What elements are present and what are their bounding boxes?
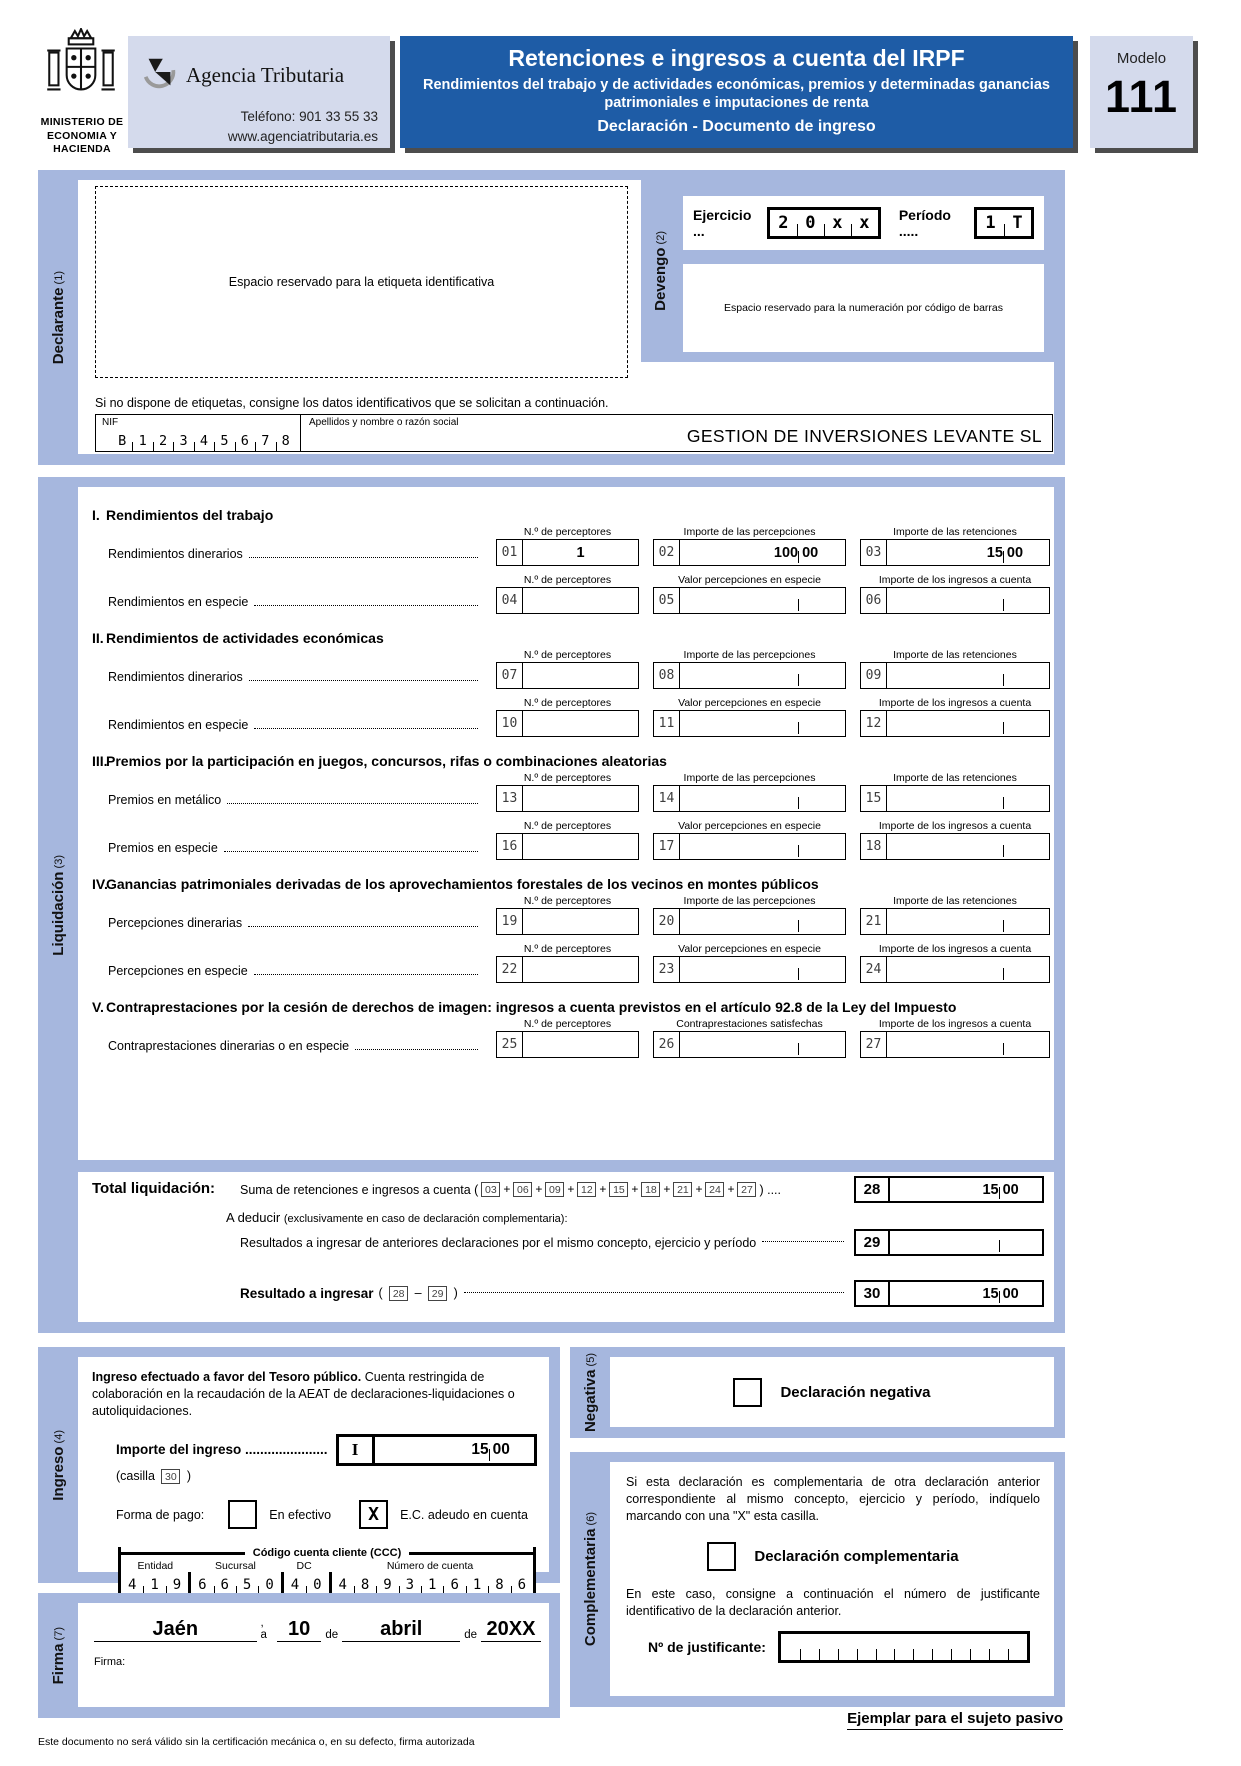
ref-box-29: 29 (428, 1286, 447, 1301)
digit-cell (876, 1634, 895, 1660)
digit-cell: 0 (258, 1572, 280, 1598)
tesoro-note: Ingreso efectuado a favor del Tesoro público. Cuenta restringida de colaboración en la recaudación de la AEAT de declaraciones-liquidaciones o autoliquidaciones. (92, 1370, 515, 1418)
box-value (890, 1231, 1042, 1254)
digit-cell: 6 (235, 430, 255, 451)
digit-cell (951, 1634, 970, 1660)
efectivo-checkbox[interactable] (228, 1500, 257, 1529)
box-11[interactable] (653, 710, 846, 737)
digit-cell: 1 (985, 213, 996, 233)
box-number: 20 (654, 909, 680, 934)
ref-box-15: 15 (609, 1182, 628, 1197)
column-headers: N.º de perceptores Valor percepciones en especie Importe de los ingresos a cuenta (523, 820, 1032, 832)
declarante-strip: Declarante(1) (49, 270, 67, 365)
box-08[interactable] (653, 662, 846, 689)
box-20[interactable] (653, 908, 846, 935)
row-label: Rendimientos dinerarios (92, 539, 482, 566)
box-number: 18 (861, 834, 887, 859)
box-number: 14 (654, 786, 680, 811)
ccc-group-label: Sucursal (215, 1560, 256, 1573)
section-heading: II. Rendimientos de actividades económicas (92, 630, 384, 646)
box-02[interactable] (653, 539, 846, 566)
box-value: 15 00 (982, 1285, 1019, 1302)
importe-ingreso-box[interactable] (336, 1434, 537, 1466)
box-number: 25 (497, 1032, 523, 1057)
agency-website[interactable]: www.agenciatributaria.es (227, 128, 378, 144)
firma-strip: Firma(7) (49, 1626, 67, 1685)
box-number: 21 (861, 909, 887, 934)
box-value: 1 (576, 544, 585, 561)
model-label: Modelo (1116, 50, 1167, 67)
box-number: 03 (861, 540, 887, 565)
box-28[interactable] (854, 1176, 1044, 1203)
form-subtitle: Rendimientos del trabajo y de actividades económicas, premios y determinadas ganancias patrimoniales e imputaciones de renta (423, 77, 1050, 112)
digit-cell: 0 (306, 1572, 328, 1598)
row-label: Premios en metálico (92, 785, 482, 812)
adeudo-cuenta-checkbox[interactable]: X (359, 1500, 388, 1529)
negativa-label: Declaración negativa (780, 1383, 931, 1401)
box-value (887, 786, 1049, 811)
box-number: 15 (861, 786, 887, 811)
box-value (523, 711, 638, 736)
box-value (680, 786, 845, 811)
column-headers: N.º de perceptores Importe de las percepciones Importe de las retenciones (523, 526, 1017, 538)
box-value (680, 663, 845, 688)
place-date-line: Jaén , a 10 de abril de 20XX (78, 1603, 549, 1642)
complementaria-checkbox[interactable] (707, 1542, 736, 1571)
section-heading: IV. Ganancias patrimoniales derivadas de los aprovechamientos forestales de los vecinos en montes públicos (92, 876, 819, 892)
identification-table (95, 414, 1053, 452)
ccc-group-label: Entidad (137, 1560, 174, 1573)
liquidacion-row (78, 710, 1054, 737)
box-value (523, 663, 638, 688)
box-value (680, 711, 845, 736)
box-12[interactable] (860, 710, 1050, 737)
box-number: 26 (654, 1032, 680, 1057)
box-16[interactable] (496, 833, 639, 860)
box-value (887, 909, 1049, 934)
nif-label: NIF (102, 417, 119, 428)
digit-cell: T (1004, 210, 1031, 236)
periodo-field[interactable] (974, 207, 1034, 239)
digit-cell: 4 (127, 1577, 137, 1594)
justificante-field[interactable] (778, 1631, 1030, 1663)
ref-box-28: 28 (389, 1286, 408, 1301)
box-17[interactable] (653, 833, 846, 860)
digit-cell: 1 (143, 1572, 165, 1598)
digit-cell: 6 (511, 1572, 533, 1598)
ccc-title: Código cuenta cliente (CCC) (121, 1547, 533, 1559)
box-01[interactable] (496, 539, 639, 566)
liquidacion-row (78, 587, 1054, 614)
spain-coat-of-arms-icon (44, 28, 118, 114)
column-headers: N.º de perceptores Valor percepciones en especie Importe de los ingresos a cuenta (523, 697, 1032, 709)
digit-cell: 9 (166, 1572, 188, 1598)
barcode-reserved-area: Espacio reservado para la numeración por código de barras (683, 264, 1044, 352)
box-number: 06 (861, 588, 887, 613)
model-number: 111 (1104, 71, 1179, 122)
box-number: 29 (856, 1231, 890, 1254)
column-headers: N.º de perceptores Contraprestaciones satisfechas Importe de los ingresos a cuenta (523, 1018, 1032, 1030)
copy-note: Ejemplar para el sujeto pasivo (847, 1710, 1063, 1730)
casilla-30-note: (casilla 30 ) (116, 1468, 192, 1483)
ref-box-18: 18 (641, 1182, 660, 1197)
digit-cell (970, 1634, 989, 1660)
box-number: 11 (654, 711, 680, 736)
liquidacion-row (78, 833, 1054, 860)
declarante-panel (38, 170, 1065, 465)
digit-cell (838, 1634, 857, 1660)
deducir-note: A deducir (exclusivamente en caso de declaración complementaria): (226, 1210, 568, 1225)
digit-cell: 8 (354, 1572, 376, 1598)
box-number: 16 (497, 834, 523, 859)
digit-cell: 7 (255, 430, 275, 451)
digit-cell: 8 (488, 1572, 510, 1598)
forma-pago-label: Forma de pago: (116, 1507, 205, 1522)
importe-value: 15 00 (375, 1437, 534, 1463)
ref-box-09: 09 (545, 1182, 564, 1197)
box-14[interactable] (653, 785, 846, 812)
digit-cell: x (824, 210, 851, 236)
box-value (680, 588, 845, 613)
importe-label: Importe del ingreso ...................... (116, 1442, 328, 1458)
box-number: 17 (654, 834, 680, 859)
negativa-panel (570, 1347, 1065, 1438)
column-headers: N.º de perceptores Importe de las percepciones Importe de las retenciones (523, 772, 1017, 784)
box-number: 23 (654, 957, 680, 982)
devengo-strip: Devengo(2) (651, 231, 669, 311)
ref-box-06: 06 (513, 1182, 532, 1197)
box-27[interactable] (860, 1031, 1050, 1058)
column-headers: N.º de perceptores Importe de las percepciones Importe de las retenciones (523, 895, 1017, 907)
adeudo-cuenta-label: E.C. adeudo en cuenta (400, 1507, 528, 1522)
row30-refs: ( 28 – 29 ) (378, 1285, 458, 1300)
validity-note: Este documento no será válido sin la certificación mecánica o, en su defecto, firma autorizada (38, 1736, 475, 1748)
digit-cell: 6 (443, 1572, 465, 1598)
ingreso-panel (38, 1347, 560, 1594)
ccc-labels (121, 1560, 533, 1572)
digit-cell (913, 1634, 932, 1660)
box-number: 19 (497, 909, 523, 934)
name-label: Apellidos y nombre o razón social (309, 417, 459, 428)
ref-box-27: 27 (737, 1182, 756, 1197)
row-label: Percepciones dinerarias (92, 908, 482, 935)
liquidacion-row (78, 1031, 1054, 1058)
row-label: Rendimientos dinerarios (92, 662, 482, 689)
efectivo-label: En efectivo (269, 1507, 332, 1522)
complementaria-panel (570, 1452, 1065, 1707)
ccc-group-label: DC (296, 1560, 312, 1573)
total-liquidacion-box (78, 1160, 1054, 1322)
digit-cell (932, 1634, 951, 1660)
negativa-checkbox[interactable] (733, 1378, 762, 1407)
complementaria-label: Declaración complementaria (754, 1547, 959, 1565)
year-field[interactable]: 20XX (481, 1618, 541, 1642)
box-09[interactable] (860, 662, 1050, 689)
digit-cell: 1 (132, 430, 152, 451)
ejercicio-field[interactable] (767, 207, 881, 239)
box-13[interactable] (496, 785, 639, 812)
box-26[interactable] (653, 1031, 846, 1058)
box-21[interactable] (860, 908, 1050, 935)
box-value (887, 957, 1049, 982)
agency-name: Agencia Tributaria (186, 63, 345, 87)
no-labels-note: Si no dispone de etiquetas, consigne los datos identificativos que se solicitan a continuación. (95, 396, 609, 410)
liquidacion-strip: Liquidación(3) (49, 854, 67, 956)
box-value (523, 588, 638, 613)
box-number: 30 (856, 1282, 890, 1305)
label-reserved-area: Espacio reservado para la etiqueta identificativa (95, 186, 628, 378)
form-title-box (400, 36, 1073, 148)
box-15[interactable] (860, 785, 1050, 812)
justificante-instructions: En este caso, consigne a continuación el número de justificante identificativo de la declaración anterior. (626, 1586, 1040, 1618)
digit-cell: 4 (338, 1577, 347, 1594)
row-label: Premios en especie (92, 833, 482, 860)
form-doc-type: Declaración - Documento de ingreso (597, 118, 876, 136)
box-value (680, 1032, 845, 1057)
box-value: 15 00 (887, 540, 1049, 565)
digit-cell (857, 1634, 876, 1660)
name-field[interactable] (301, 415, 1052, 451)
box-value (680, 957, 845, 982)
box-03[interactable] (860, 539, 1050, 566)
liquidacion-section (78, 630, 1054, 737)
ingreso-strip: Ingreso(4) (49, 1429, 67, 1501)
liquidacion-row (78, 956, 1054, 983)
box-value (887, 1032, 1049, 1057)
digit-cell (781, 1634, 800, 1660)
box-value (523, 786, 638, 811)
digit-cell: 4 (194, 430, 214, 451)
city-field[interactable]: Jaén (94, 1618, 257, 1642)
digit-cell: 5 (236, 1572, 258, 1598)
row-30 (78, 1280, 1054, 1307)
box-05[interactable] (653, 587, 846, 614)
box-value: 15 00 (982, 1181, 1019, 1198)
box-24[interactable] (860, 956, 1050, 983)
box-number: 28 (856, 1178, 890, 1201)
liquidacion-section (78, 999, 1054, 1058)
day-field[interactable]: 10 (277, 1618, 322, 1642)
box-number: 09 (861, 663, 887, 688)
agencia-tributaria-logo-icon (140, 54, 178, 97)
agency-box (128, 36, 390, 148)
digit-cell: B (118, 432, 127, 449)
ccc-group-label: Número de cuenta (386, 1560, 474, 1573)
box-22[interactable] (496, 956, 639, 983)
row29-label: Resultados a ingresar de anteriores declaraciones por el mismo concepto, ejercicio y período (240, 1236, 854, 1250)
firma-panel (38, 1593, 560, 1718)
digit-cell: 8 (276, 430, 296, 451)
box-30[interactable] (854, 1280, 1044, 1307)
box-value (523, 834, 638, 859)
digit-cell: 6 (198, 1577, 207, 1594)
ref-box-24: 24 (705, 1182, 724, 1197)
section-heading: III. Premios por la participación en juegos, concursos, rifas o combinaciones aleatorias (92, 753, 667, 769)
box-number: 22 (497, 957, 523, 982)
digit-cell: 4 (290, 1577, 300, 1594)
digit-cell: 2 (153, 430, 173, 451)
box-number: 10 (497, 711, 523, 736)
row-label: Rendimientos en especie (92, 710, 482, 737)
box-value (887, 834, 1049, 859)
box-value: 100 00 (680, 540, 845, 565)
box-07[interactable] (496, 662, 639, 689)
box-number: 13 (497, 786, 523, 811)
box-number: 05 (654, 588, 680, 613)
box-10[interactable] (496, 710, 639, 737)
liquidacion-section (78, 753, 1054, 860)
column-headers: N.º de perceptores Valor percepciones en especie Importe de los ingresos a cuenta (523, 574, 1032, 586)
justificante-label: Nº de justificante: (648, 1639, 766, 1656)
box-04[interactable] (496, 587, 639, 614)
row-29 (78, 1229, 1054, 1256)
digit-cell: 6 (214, 1572, 236, 1598)
name-value: GESTION DE INVERSIONES LEVANTE SL (686, 426, 1042, 446)
i-letter: I (339, 1437, 375, 1463)
box-value (680, 909, 845, 934)
row-label: Rendimientos en especie (92, 587, 482, 614)
digit-cell: 1 (421, 1572, 443, 1598)
liquidacion-row (78, 539, 1054, 566)
liquidacion-panel (38, 477, 1065, 1333)
complementaria-strip: Complementaria(6) (581, 1512, 599, 1647)
devengo-block (641, 180, 1054, 362)
sum-refs: 03 + 06 + 09 + 12 + 15 + 18 + 21 + 24 + 27 (478, 1182, 759, 1198)
box-number: 08 (654, 663, 680, 688)
box-value (887, 663, 1049, 688)
box-value (523, 1032, 638, 1057)
box-number: 27 (861, 1032, 887, 1057)
digit-cell (989, 1634, 1008, 1660)
liquidacion-row (78, 662, 1054, 689)
box-18[interactable] (860, 833, 1050, 860)
box-value (887, 711, 1049, 736)
nif-field[interactable] (96, 415, 301, 451)
digit-cell: 1 (466, 1572, 488, 1598)
periodo-label: Período ..... (898, 207, 951, 239)
section-heading: I. Rendimientos del trabajo (92, 507, 274, 523)
negativa-strip: Negativa(5) (581, 1352, 599, 1433)
sum-label: Suma de retenciones e ingresos a cuenta ( 03 + 06 + 09 + 12 + 15 + 18 + 21 + 24 + 27 ) .... (240, 1181, 781, 1197)
column-headers: N.º de perceptores Valor percepciones en especie Importe de los ingresos a cuenta (523, 943, 1032, 955)
box-value (887, 588, 1049, 613)
box-06[interactable] (860, 587, 1050, 614)
liquidacion-sections (78, 487, 1054, 1058)
box-number: 07 (497, 663, 523, 688)
complementaria-instructions: Si esta declaración es complementaria de otra declaración anterior correspondiente al mismo concepto, ejercicio y período, indíquelo marcando con una "X" esta casilla. (626, 1475, 1040, 1523)
column-headers: N.º de perceptores Importe de las percepciones Importe de las retenciones (523, 649, 1017, 661)
liquidacion-row (78, 908, 1054, 935)
box-29[interactable] (854, 1229, 1044, 1256)
agency-phone: Teléfono: 901 33 55 33 (240, 109, 378, 124)
digit-cell (894, 1634, 913, 1660)
ref-box-03: 03 (481, 1182, 500, 1197)
month-field[interactable]: abril (342, 1618, 460, 1642)
section-heading: V. Contraprestaciones por la cesión de derechos de imagen: ingresos a cuenta previstos en el artículo 92.8 de la Ley del Impuesto (92, 999, 957, 1015)
row-label: Contraprestaciones dinerarias o en especie (92, 1031, 482, 1058)
digit-cell: 3 (173, 430, 193, 451)
ministry-name: MINISTERIO DE ECONOMIA Y HACIENDA (40, 116, 124, 156)
liquidacion-section (78, 507, 1054, 614)
box-value (523, 909, 638, 934)
ejercicio-label: Ejercicio ... (693, 207, 752, 239)
total-title: Total liquidación: (92, 1180, 216, 1197)
box-19[interactable] (496, 908, 639, 935)
box-number: 12 (861, 711, 887, 736)
sum-row (78, 1176, 1054, 1203)
digit-cell: 9 (376, 1572, 398, 1598)
liquidacion-section (78, 876, 1054, 983)
box-value (523, 957, 638, 982)
ref-box-30: 30 (161, 1469, 180, 1484)
model-box (1090, 36, 1193, 148)
liquidacion-row (78, 785, 1054, 812)
digit-cell: 3 (399, 1572, 421, 1598)
digit-cell (800, 1634, 819, 1660)
row-label: Percepciones en especie (92, 956, 482, 983)
box-23[interactable] (653, 956, 846, 983)
ref-box-21: 21 (673, 1182, 692, 1197)
box-number: 01 (497, 540, 523, 565)
row30-label: Resultado a ingresar ( 28 – 29 ) (240, 1286, 854, 1302)
digit-cell: 2 (778, 213, 789, 233)
firma-label: Firma: (94, 1656, 126, 1668)
box-number: 04 (497, 588, 523, 613)
digit-cell: x (851, 210, 878, 236)
digit-cell (819, 1634, 838, 1660)
digit-cell: 0 (797, 210, 824, 236)
box-number: 24 (861, 957, 887, 982)
ref-box-12: 12 (577, 1182, 596, 1197)
box-number: 02 (654, 540, 680, 565)
box-value (680, 834, 845, 859)
form-title: Retenciones e ingresos a cuenta del IRPF (508, 45, 965, 71)
digit-cell (1008, 1634, 1027, 1660)
digit-cell: 5 (214, 430, 234, 451)
box-25[interactable] (496, 1031, 639, 1058)
